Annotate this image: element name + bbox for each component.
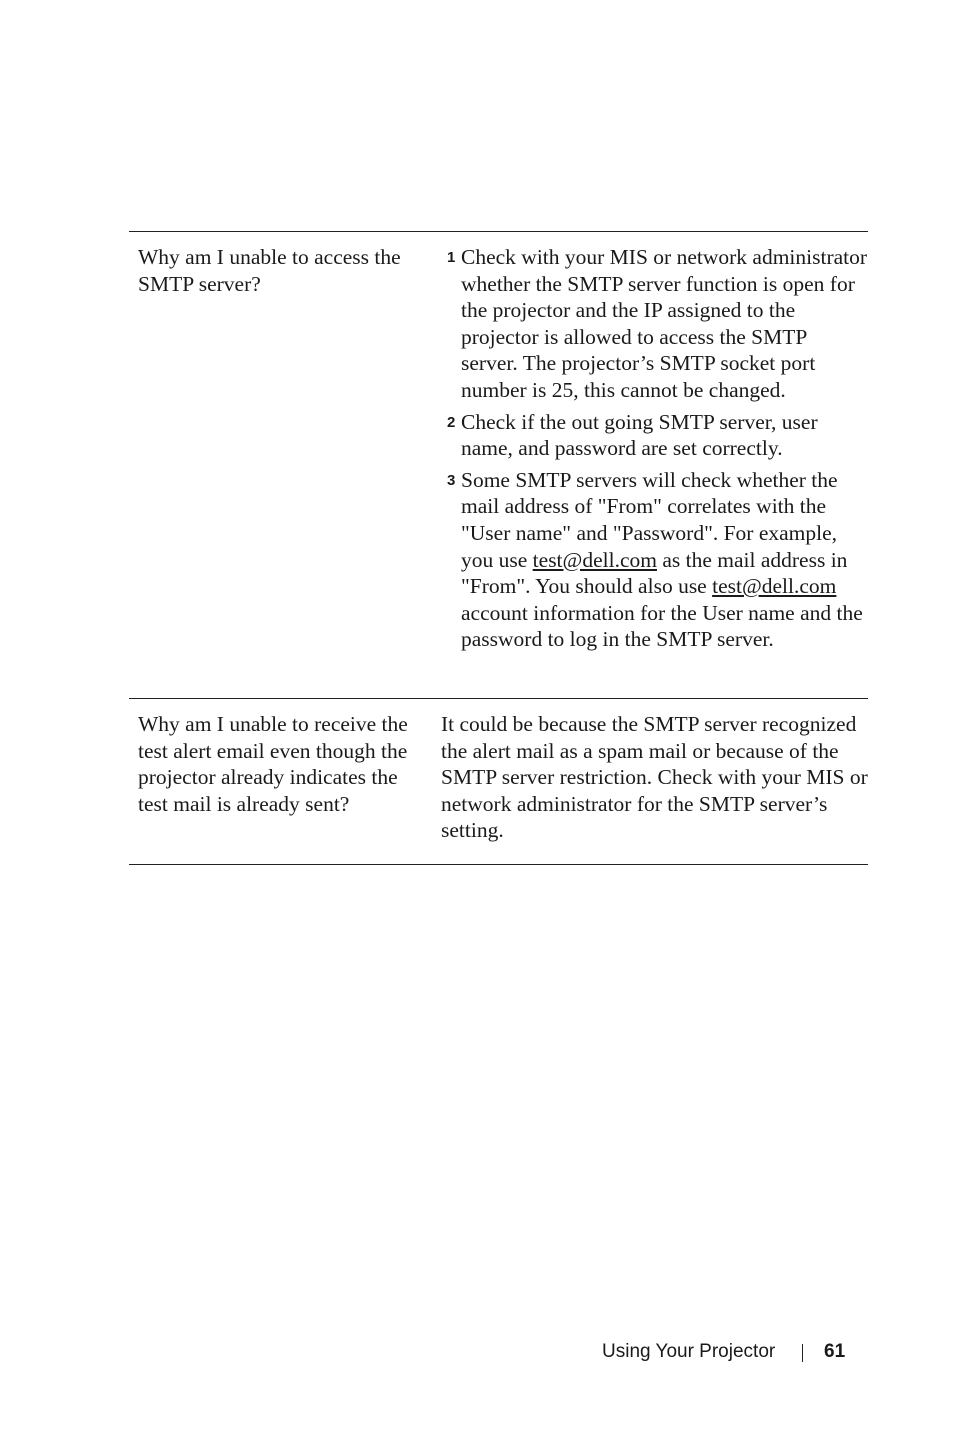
email-link[interactable]: test@dell.com [532, 547, 657, 572]
email-link[interactable]: test@dell.com [712, 574, 837, 599]
step-item [447, 244, 868, 404]
step-text-part: as the mail address in "From". You should also use [461, 547, 848, 599]
step-text-part: account information for the User name and the password to log in the SMTP server. [461, 600, 863, 652]
step-number: 1 [447, 249, 456, 266]
step-text-part: Some SMTP servers will check whether the mail address of "From" correlates with the "User name" and "Password". For example, you use [461, 467, 838, 572]
question-cell: Why am I unable to receive the test alert email even though the projector already indicates the test mail is already sent? [138, 712, 408, 816]
step-number: 2 [447, 413, 456, 431]
question-cell: Why am I unable to access the SMTP server? [138, 245, 401, 296]
step-text: Check with your MIS or network administrator whether the SMTP server function is open for the projector and the IP assigned to the projector is allowed to access the SMTP server. The projector’s SMTP socket port number is 25, this cannot be changed. [461, 245, 868, 402]
step-text: Check if the out going SMTP server, user name, and password are set correctly. [461, 409, 818, 461]
faq-row-smtp-access [129, 232, 868, 699]
faq-table [129, 231, 868, 865]
page-footer [600, 1337, 860, 1367]
step-number: 3 [447, 471, 456, 489]
footer-section-title: Using Your Projector [602, 1341, 776, 1362]
answer-cell: It could be because the SMTP server recognized the alert mail as a spam mail or because of the SMTP server restriction. Check with your MIS or network administrator for the SMTP server’s setting. [441, 712, 868, 843]
footer-divider [802, 1344, 803, 1362]
troubleshooting-steps [447, 244, 868, 653]
answer-cell [423, 232, 868, 698]
faq-row-test-alert [129, 699, 868, 865]
step-item [447, 409, 868, 462]
step-item [447, 467, 868, 653]
page-number: 61 [824, 1341, 846, 1362]
